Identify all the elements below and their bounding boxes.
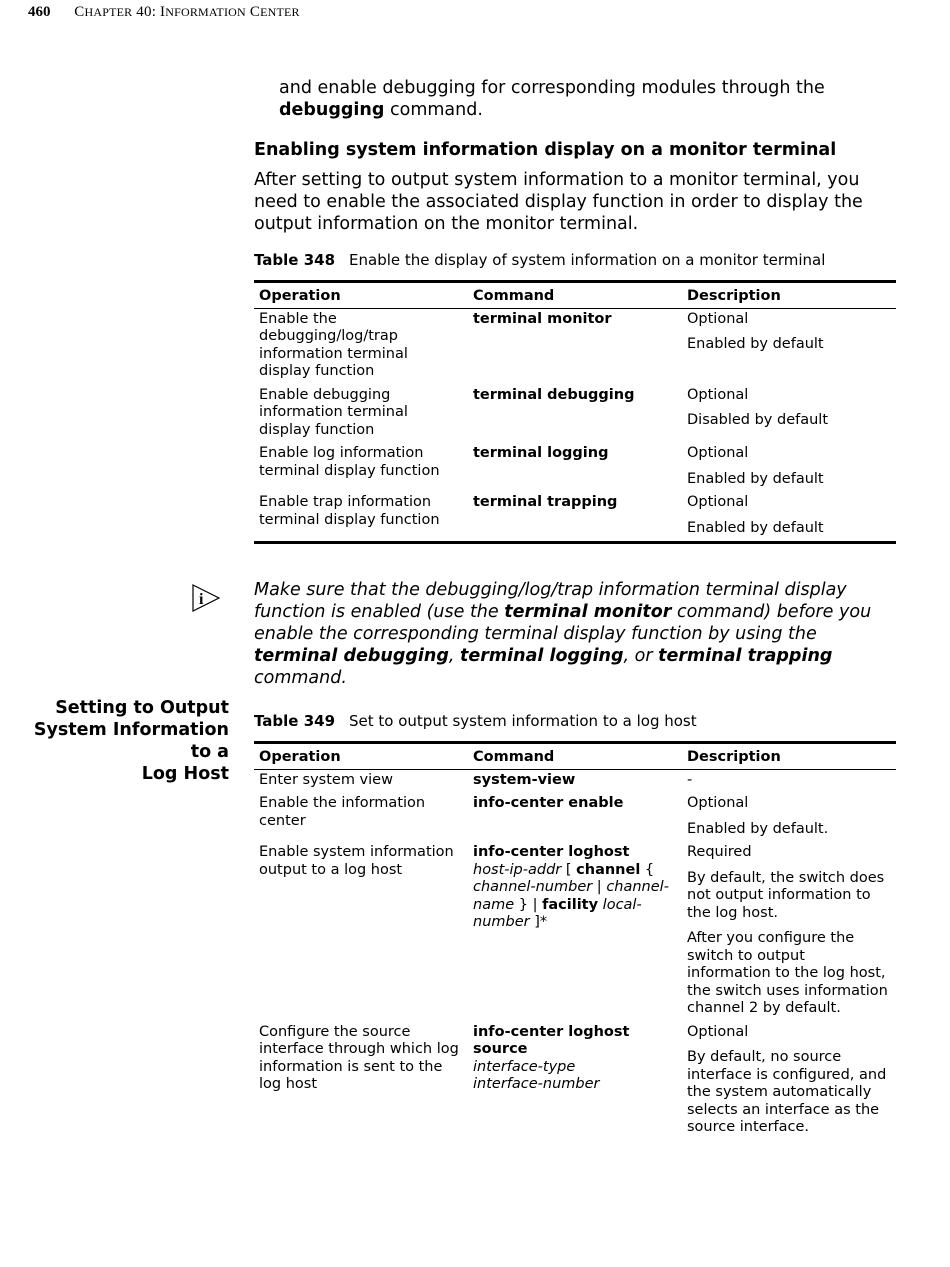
table-row: Enable the information center info-center enable Optional Enabled by default. [259, 795, 829, 837]
table-row: Enable the debugging/log/trap information terminal display function terminal monitor Optional Enabled by default [259, 310, 824, 379]
table-row: Enable trap information terminal display function terminal trapping Optional Enabled by default [254, 492, 896, 543]
table-header-description: Description [682, 743, 896, 770]
table-348-caption: Table 348 Enable the display of system information on a monitor terminal [254, 251, 826, 269]
table-header-command: Command [468, 743, 682, 770]
table-349-caption: Table 349 Set to output system information to a log host [254, 712, 697, 730]
table-row: Enable system information output to a log host info-center loghost host-ip-addr [ channel { channel-number | channel-name } | facility local-number ]* Required By default, the switch does not output information to the log host. After you configure the switch to output information to the log host, the switch uses information channel 2 by default. [259, 844, 888, 1016]
section-body-monitor-terminal: After setting to output system information to a monitor terminal, you need to enable the associated display function in order to display the output information on the monitor terminal. [254, 170, 863, 234]
intro-paragraph: and enable debugging for corresponding modules through the debugging command. [279, 78, 825, 120]
table-header-operation: Operation [254, 743, 468, 770]
section-heading-monitor-terminal: Enabling system information display on a monitor terminal [254, 140, 837, 160]
table-row: Enable log information terminal display function terminal logging Optional Enabled by default [259, 445, 824, 487]
side-heading-log-host: Setting to Output System Information to a Log Host [33, 698, 229, 784]
table-row: Enable debugging information terminal display function terminal debugging Optional Disabled by default [259, 386, 829, 438]
table-349 [254, 741, 896, 1141]
svg-text:i: i [199, 591, 204, 608]
running-header [28, 4, 300, 21]
table-header-command: Command [468, 282, 682, 309]
table-row: Enter system view system-view - [259, 771, 693, 788]
info-icon [191, 583, 221, 613]
note-text: Make sure that the debugging/log/trap information terminal display function is enabled (use the terminal monitor command) before you enable the corresponding terminal display function by using the terminal debugging, terminal logging, or terminal trapping command. [254, 580, 872, 688]
page-number: 460 [28, 4, 51, 20]
table-header-description: Description [682, 282, 896, 309]
chapter-title: CHAPTER 40: INFORMATION CENTER [74, 4, 300, 20]
table-348 [254, 280, 896, 544]
table-header-operation: Operation [254, 282, 468, 309]
table-row: Configure the source interface through which log information is sent to the log host info-center loghost source interface-type interface-number Optional By default, no source interface is configured, and the system automatically selects an interface as the source interface. [259, 1023, 887, 1135]
